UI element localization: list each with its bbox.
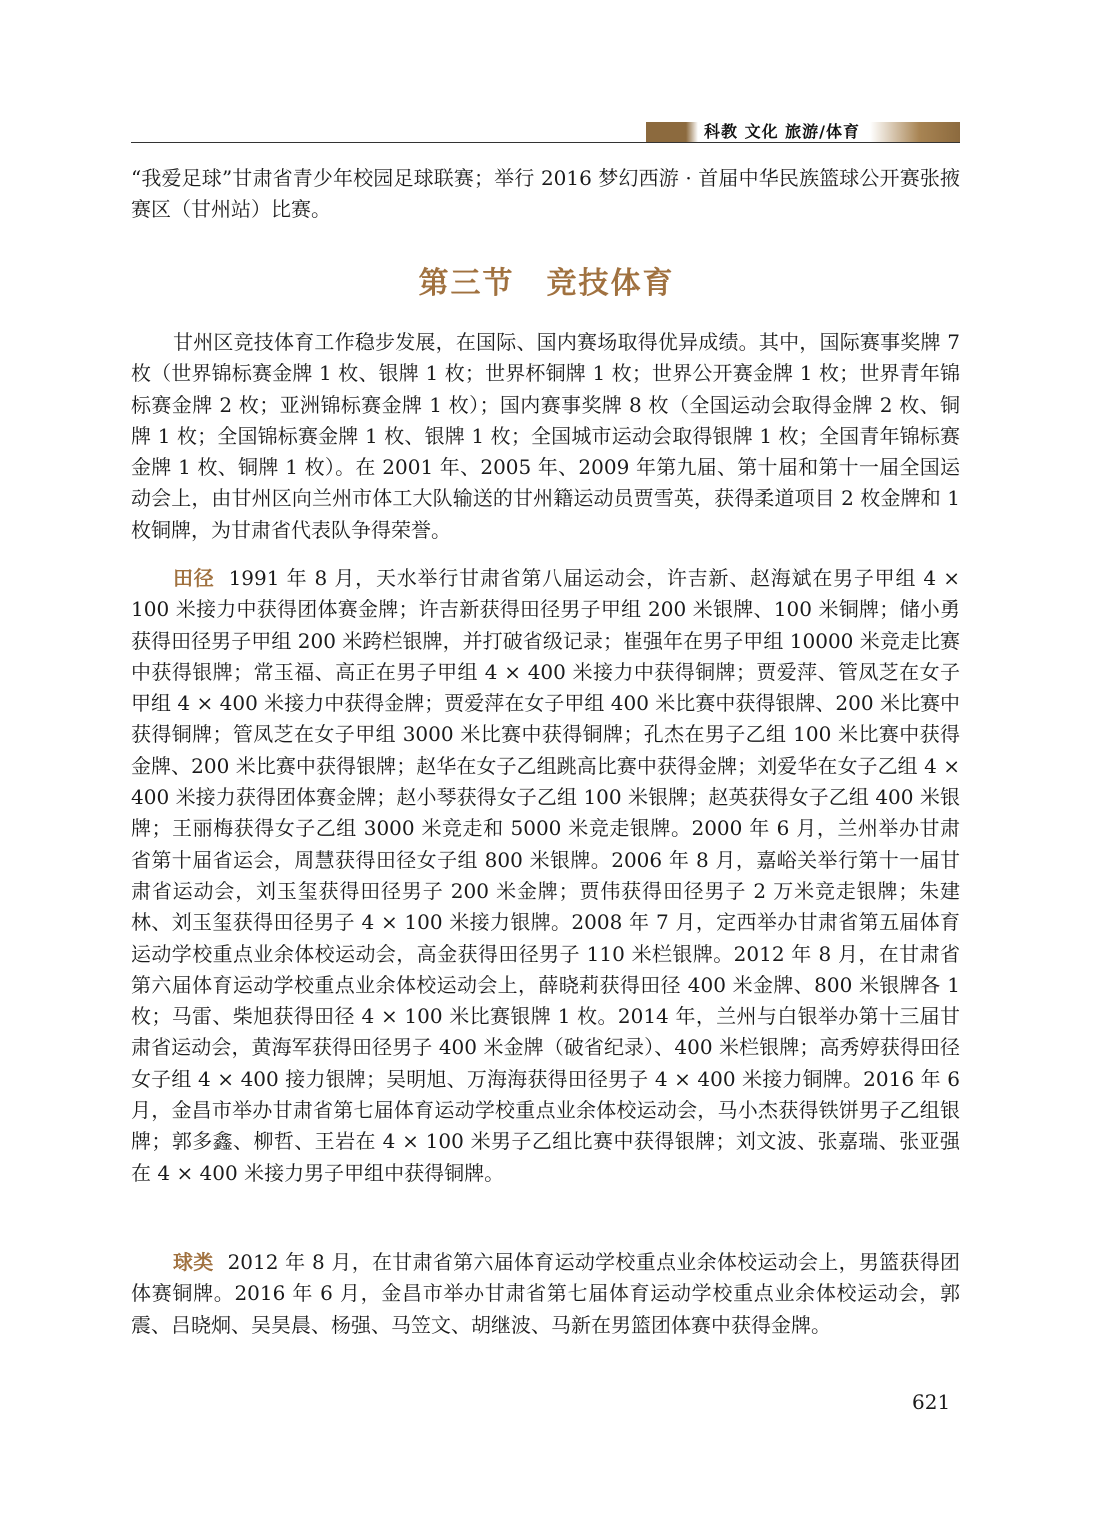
running-header — [646, 122, 960, 142]
section-title-text: 竞技体育 — [546, 266, 675, 301]
page-number: 621 — [912, 1390, 951, 1414]
ball-paragraph-block — [131, 1247, 960, 1341]
track-heading: 田径 — [173, 566, 215, 590]
section-title-number: 第三节 — [418, 266, 515, 301]
header-rule — [131, 142, 960, 143]
track-paragraph: 1991 年 8 月，天水举行甘肃省第八届运动会，许吉新、赵海斌在男子甲组 4 × 100 米接力中获得团体赛金牌；许吉新获得田径男子甲组 200 米银牌、100 米铜牌；储小勇获得田径男子甲组 200 米跨栏银牌，并打破省级记录；崔强年在男子甲组 10000 米竞走比赛中获得银牌；常玉福、高正在男子甲组 4 × 400 米接力中获得铜牌；贾爱萍、管凤芝在女子甲组 4 × 400 米接力中获得金牌；贾爱萍在女子甲组 400 米比赛中获得银牌、200 米比赛中获得铜牌；管凤芝在女子甲组 3000 米比赛中获得铜牌；孔杰在男子乙组 100 米比赛中获得金牌、200 米比赛中获得银牌；赵华在女子乙组跳高比赛中获得金牌；刘爱华在女子乙组 4 × 400 米接力获得团体赛金牌；赵小琴获得女子乙组 100 米银牌；赵英获得女子乙组 400 米银牌；王丽梅获得女子乙组 3000 米竞走和 5000 米竞走银牌。2000 年 6 月，兰州举办甘肃省第十届省运会，周慧获得田径女子组 800 米银牌。2006 年 8 月，嘉峪关举行第十一届甘肃省运动会，刘玉玺获得田径男子 200 米金牌；贾伟获得田径男子 2 万米竞走银牌；朱建林、刘玉玺获得田径男子 4 × 100 米接力银牌。2008 年 7 月，定西举办甘肃省第五届体育运动学校重点业余体校运动会，高金获得田径男子 110 米栏银牌。2012 年 8 月，在甘肃省第六届体育运动学校重点业余体校运动会上，薛晓莉获得田径 400 米金牌、800 米银牌各 1 枚；马雷、柴旭获得田径 4 × 100 米比赛银牌 1 枚。2014 年，兰州与白银举办第十三届甘肃省运动会，黄海军获得田径男子 400 米金牌（破省纪录）、400 米栏银牌；高秀婷获得田径女子组 4 × 400 接力银牌；吴明旭、万海海获得田径男子 4 × 400 米接力铜牌。2016 年 6 月，金昌市举办甘肃省第七届体育运动学校重点业余体校运动会，马小杰获得铁饼男子乙组银牌；郭多鑫、柳哲、王岩在 4 × 100 米男子乙组比赛中获得银牌；刘文波、张嘉瑞、张亚强在 4 × 400 米接力男子甲组中获得铜牌。 — [131, 566, 960, 1185]
header-bar-block — [646, 122, 686, 142]
ball-paragraph: 2012 年 8 月，在甘肃省第六届体育运动学校重点业余体校运动会上，男篮获得团体赛铜牌。2016 年 6 月，金昌市举办甘肃省第七届体育运动学校重点业余体校运动会，郭震、吕晓炯、吴昊晨、杨强、马笠文、胡继波、马新在男篮团体赛中获得金牌。 — [131, 1250, 960, 1337]
track-paragraph-block — [131, 563, 960, 1189]
intro-paragraph: 甘州区竞技体育工作稳步发展，在国际、国内赛场取得优异成绩。其中，国际赛事奖牌 7 枚（世界锦标赛金牌 1 枚、银牌 1 枚；世界杯铜牌 1 枚；世界公开赛金牌 1 枚；世界青年锦标赛金牌 2 枚；亚洲锦标赛金牌 1 枚）；国内赛事奖牌 8 枚（全国运动会取得金牌 2 枚、铜牌 1 枚；全国锦标赛金牌 1 枚、银牌 1 枚；全国城市运动会取得银牌 1 枚；全国青年锦标赛金牌 1 枚、铜牌 1 枚）。在 2001 年、2005 年、2009 年第九届、第十届和第十一届全国运动会上，由甘州区向兰州市体工大队输送的甘州籍运动员贾雪英，获得柔道项目 2 枚金牌和 1 枚铜牌，为甘肃省代表队争得荣誉。 — [131, 330, 960, 542]
continued-paragraph: “我爱足球”甘肃省青少年校园足球联赛；举行 2016 梦幻西游 · 首届中华民族篮球公开赛张掖赛区（甘州站）比赛。 — [131, 166, 960, 222]
header-section-label: 科教 文化 旅游/体育 — [704, 122, 860, 141]
section-title — [0, 258, 1093, 302]
header-bar-gradient — [870, 122, 960, 142]
header-bar-fade — [686, 122, 698, 142]
ball-heading: 球类 — [173, 1250, 214, 1274]
